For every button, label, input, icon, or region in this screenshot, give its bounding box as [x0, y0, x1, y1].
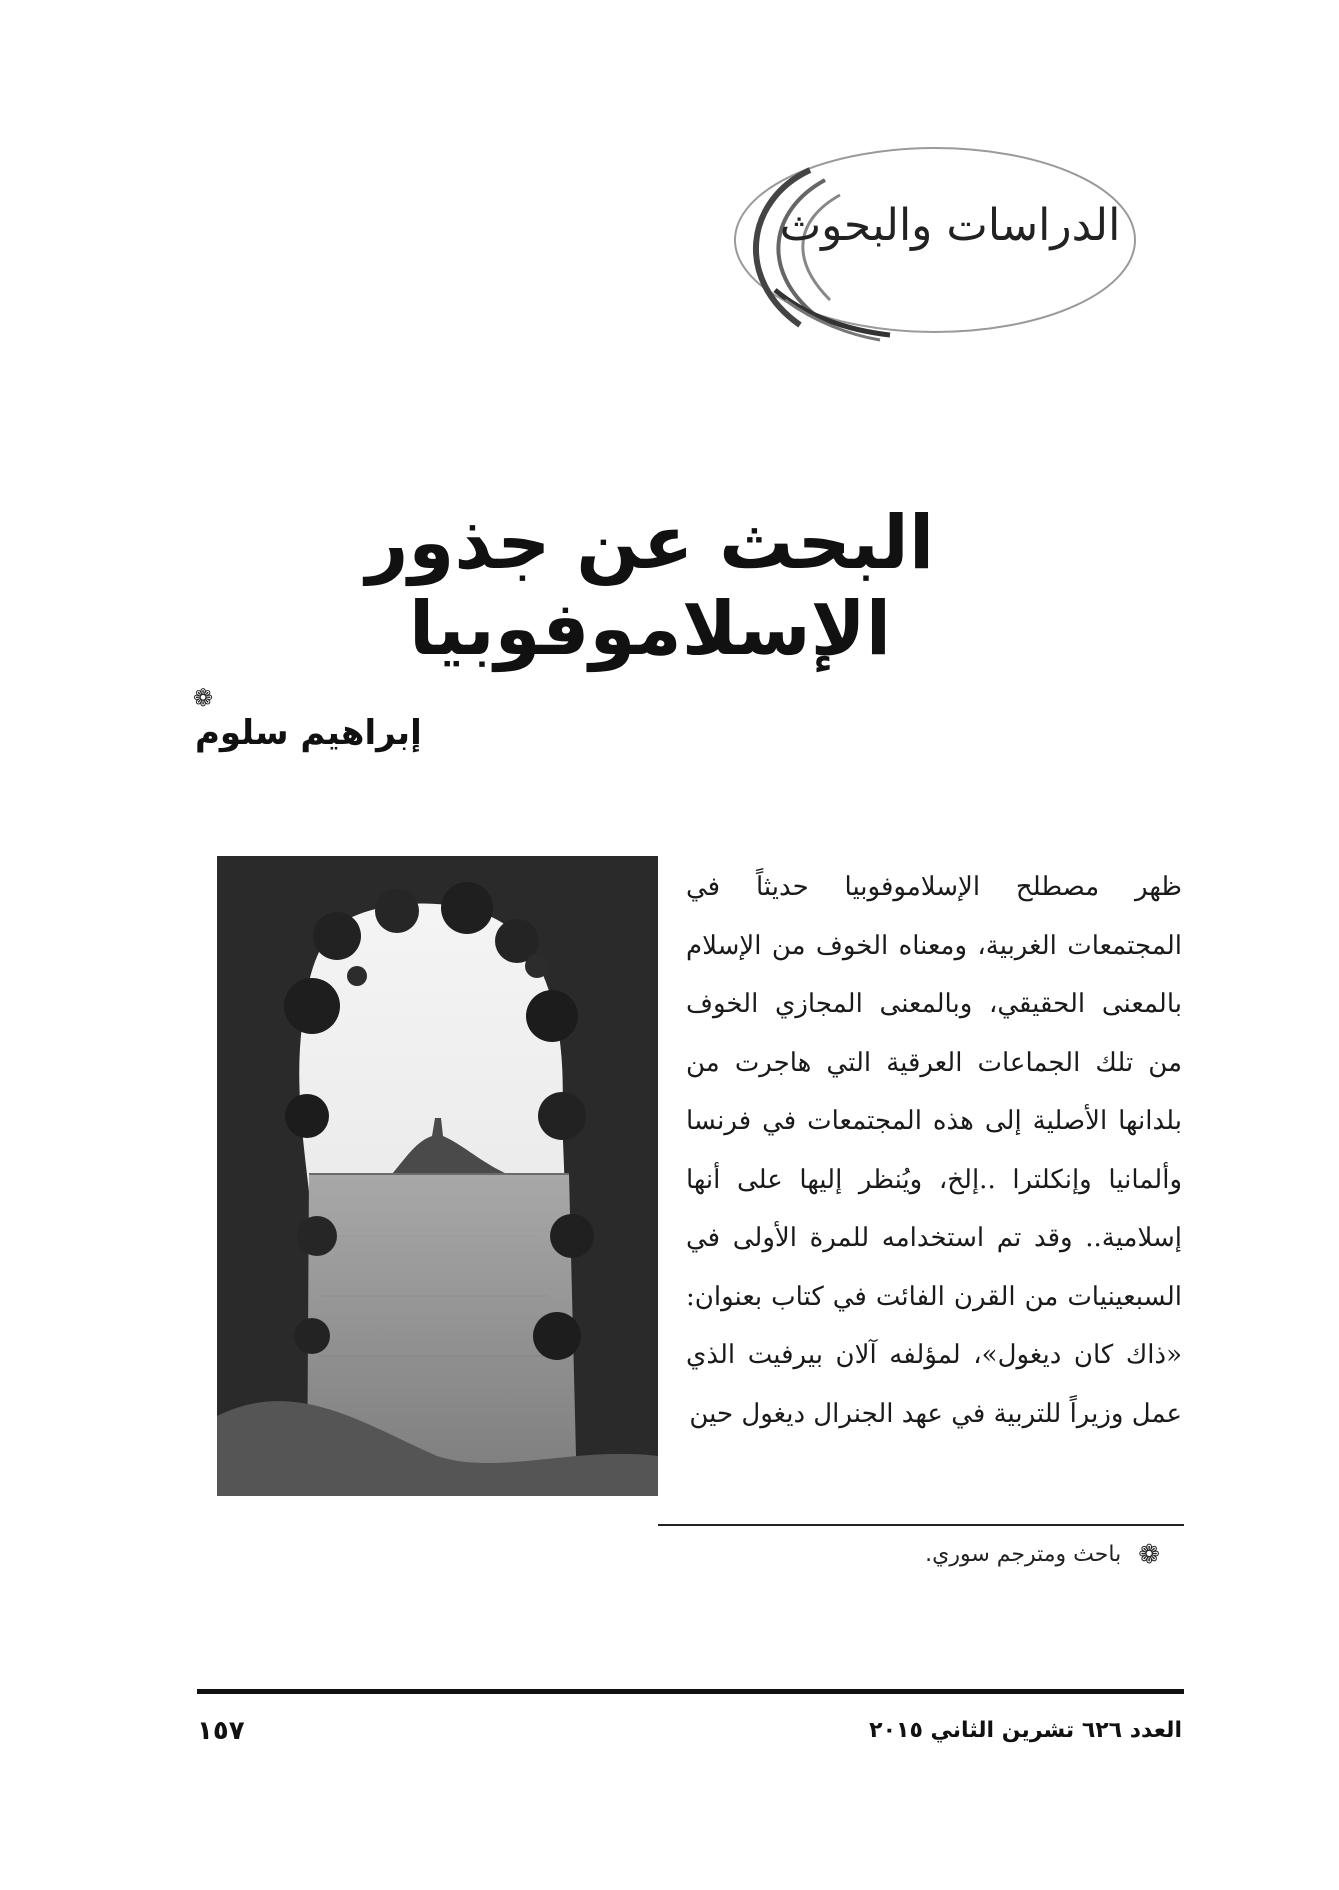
page-number: ١٥٧: [197, 1716, 245, 1746]
author-name: إبراهيم سلوم: [195, 713, 422, 753]
author-flower-icon: ❁: [193, 684, 214, 712]
article-body: [686, 858, 1182, 1443]
footnote-divider: [658, 1524, 1184, 1526]
author-footnote: [700, 1540, 1160, 1570]
article-paragraph: ظهر مصطلح الإسلاموفوبيا حديثاً في المجتمعات الغربية، ومعناه الخوف من الإسلام بالمعنى الحقيقي، وبالمعنى المجازي الخوف من تلك الجماعات العرقية التي هاجرت من بلدانها الأصلية إلى هذه المجتمعات في فرنسا وألمانيا وإنكلترا ..إلخ، ويُنظر إليها على أنها إسلامية.. وقد تم استخدامه للمرة الأولى في السبعينيات من القرن الفائت في كتاب بعنوان: «ذاك كان ديغول»، لمؤلفه آلان بيرفيت الذي عمل وزيراً للتربية في عهد الجنرال ديغول حين: [686, 872, 1182, 1429]
section-label: الدراسات والبحوث: [779, 200, 1121, 251]
footer-divider: [197, 1689, 1184, 1694]
article-title: البحث عن جذور الإسلاموفوبيا: [365, 500, 935, 672]
article-photo: [217, 856, 658, 1496]
issue-info: العدد ٦٢٦ تشرين الثاني ٢٠١٥: [869, 1718, 1182, 1743]
foliage-arch-image: [217, 856, 658, 1496]
footnote-text: باحث ومترجم سوري.: [925, 1542, 1122, 1567]
footnote-flower-icon: ❁: [1138, 1540, 1160, 1570]
